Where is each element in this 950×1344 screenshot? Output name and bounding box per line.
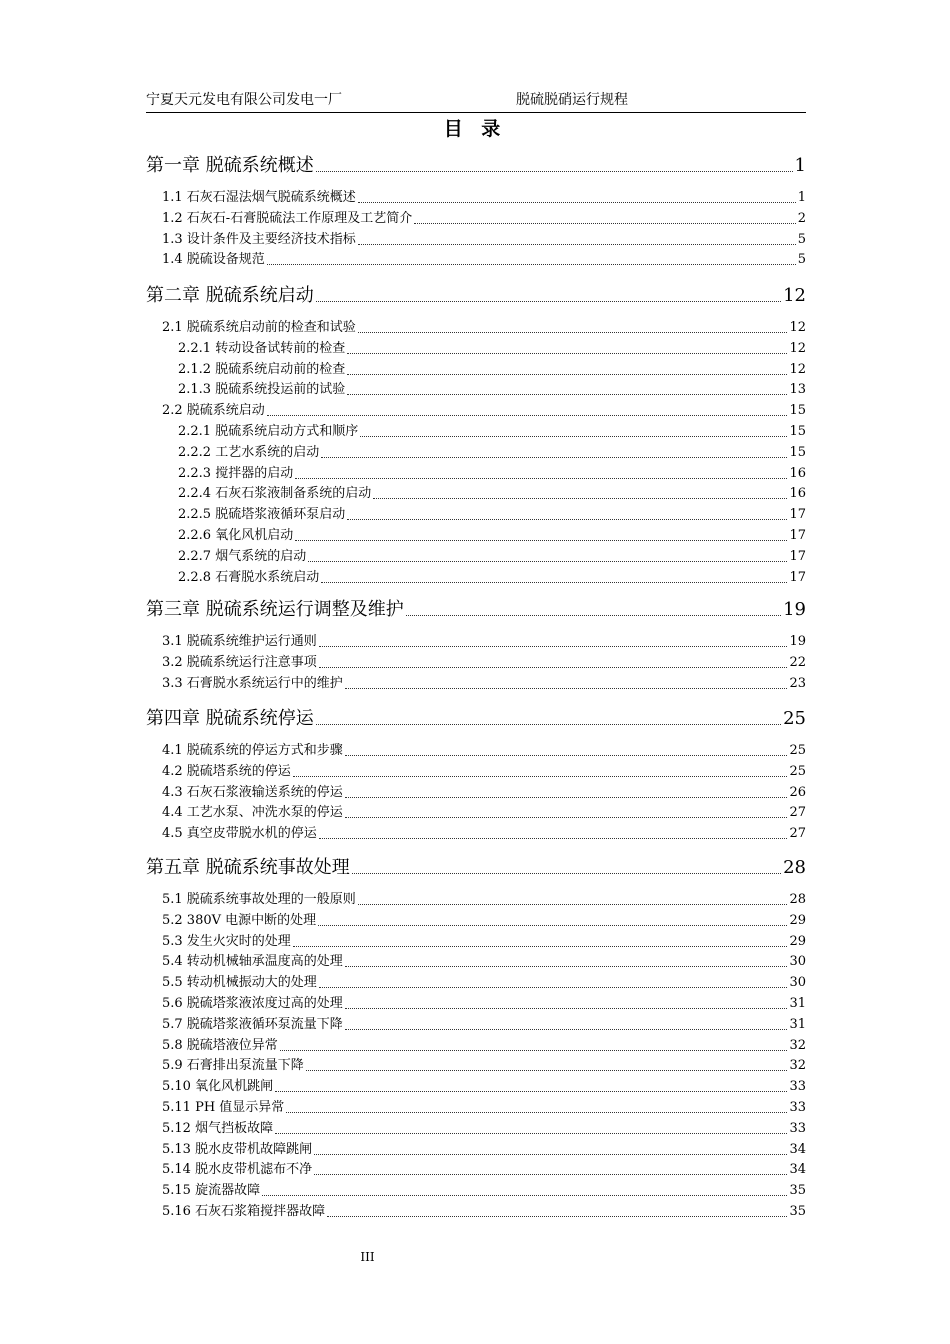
- toc-page-number: 33: [789, 1100, 806, 1115]
- toc-entry-title: 第一章 脱硫系统概述: [146, 155, 314, 176]
- toc-entry-title: 3.2 脱硫系统运行注意事项: [162, 655, 317, 670]
- toc-entry-title: 2.2.8 石膏脱水系统启动: [178, 570, 320, 585]
- toc-entry-title: 5.4 转动机械轴承温度高的处理: [162, 954, 343, 969]
- toc-section-entry[interactable]: [162, 231, 806, 249]
- toc-page-number: 26: [789, 785, 806, 800]
- toc-dot-leader: [316, 301, 781, 302]
- toc-section-entry[interactable]: [162, 1203, 806, 1221]
- toc-entry-title: 第二章 脱硫系统启动: [146, 285, 314, 306]
- toc-entry-title: 3.3 石膏脱水系统运行中的维护: [162, 676, 343, 691]
- toc-section-entry[interactable]: [178, 423, 806, 441]
- toc-section-entry[interactable]: [162, 825, 806, 843]
- toc-section-entry[interactable]: [162, 1037, 806, 1055]
- toc-entry-title: 5.16 石灰石浆箱搅拌器故障: [162, 1204, 326, 1219]
- toc-dot-leader: [295, 540, 787, 541]
- toc-dot-leader: [345, 1008, 788, 1009]
- toc-section-entry[interactable]: [178, 569, 806, 587]
- toc-page-number: 28: [789, 892, 806, 907]
- toc-chapter-entry[interactable]: [146, 284, 806, 308]
- toc-dot-leader: [358, 244, 796, 245]
- toc-dot-leader: [275, 1133, 787, 1134]
- toc-page-number: 2: [797, 211, 806, 226]
- toc-section-entry[interactable]: [178, 340, 806, 358]
- toc-entry-title: 5.14 脱水皮带机滤布不净: [162, 1162, 313, 1177]
- toc-section-entry[interactable]: [178, 444, 806, 462]
- toc-page-number: 17: [789, 549, 806, 564]
- toc-entry-title: 4.2 脱硫塔系统的停运: [162, 764, 291, 779]
- toc-section-entry[interactable]: [178, 381, 806, 399]
- toc-section-entry[interactable]: [162, 319, 806, 337]
- toc-chapter-entry[interactable]: [146, 856, 806, 880]
- toc-entry-title: 5.10 氧化风机跳闸: [162, 1079, 274, 1094]
- toc-section-entry[interactable]: [162, 1057, 806, 1075]
- toc-dot-leader: [319, 667, 788, 668]
- toc-dot-leader: [321, 582, 787, 583]
- toc-dot-leader: [345, 797, 788, 798]
- toc-page-number: 17: [789, 570, 806, 585]
- toc-dot-leader: [345, 817, 788, 818]
- toc-entry-title: 2.1.3 脱硫系统投运前的试验: [178, 382, 346, 397]
- toc-page-number: 12: [789, 320, 806, 335]
- toc-dot-leader: [358, 202, 796, 203]
- toc-page-number: 1: [794, 155, 806, 176]
- toc-section-entry[interactable]: [162, 784, 806, 802]
- toc-entry-title: 3.1 脱硫系统维护运行通则: [162, 634, 317, 649]
- toc-page-number: 28: [783, 857, 806, 878]
- toc-entry-title: 2.2.3 搅拌器的启动: [178, 466, 294, 481]
- toc-page-number: 29: [789, 913, 806, 928]
- toc-page-number: 35: [789, 1183, 806, 1198]
- toc-page-number: 25: [783, 708, 806, 729]
- toc-dot-leader: [345, 755, 788, 756]
- toc-page-number: 15: [789, 403, 806, 418]
- toc-section-entry[interactable]: [162, 933, 806, 951]
- toc-section-entry[interactable]: [162, 1099, 806, 1117]
- toc-dot-leader: [347, 519, 787, 520]
- toc-dot-leader: [314, 1174, 787, 1175]
- toc-entry-title: 5.8 脱硫塔液位异常: [162, 1038, 278, 1053]
- toc-entry-title: 第三章 脱硫系统运行调整及维护: [146, 599, 404, 620]
- toc-page-number: 13: [789, 382, 806, 397]
- toc-page-number: 16: [789, 466, 806, 481]
- toc-section-entry[interactable]: [162, 1016, 806, 1034]
- toc-dot-leader: [293, 776, 788, 777]
- toc-entry-title: 2.2.7 烟气系统的启动: [178, 549, 307, 564]
- toc-entry-title: 5.6 脱硫塔浆液浓度过高的处理: [162, 996, 343, 1011]
- toc-dot-leader: [319, 987, 788, 988]
- toc-entry-title: 2.1.2 脱硫系统启动前的检查: [178, 362, 346, 377]
- toc-page-number: 34: [789, 1162, 806, 1177]
- toc-page-number: 16: [789, 486, 806, 501]
- toc-section-entry[interactable]: [178, 527, 806, 545]
- toc-section-entry[interactable]: [178, 361, 806, 379]
- toc-section-entry[interactable]: [162, 1078, 806, 1096]
- toc-section-entry[interactable]: [178, 506, 806, 524]
- toc-dot-leader: [373, 498, 787, 499]
- toc-dot-leader: [319, 838, 788, 839]
- toc-section-entry[interactable]: [162, 189, 806, 207]
- toc-entry-title: 2.2.2 工艺水系统的启动: [178, 445, 320, 460]
- toc-entry-title: 5.1 脱硫系统事故处理的一般原则: [162, 892, 356, 907]
- toc-dot-leader: [262, 1195, 787, 1196]
- toc-entry-title: 4.3 石灰石浆液输送系统的停运: [162, 785, 343, 800]
- toc-entry-title: 5.12 烟气挡板故障: [162, 1121, 274, 1136]
- toc-page-number: 12: [789, 341, 806, 356]
- toc-entry-title: 5.2 380V 电源中断的处理: [162, 913, 317, 928]
- toc-page-number: 34: [789, 1142, 806, 1157]
- toc-section-entry[interactable]: [162, 974, 806, 992]
- toc-dot-leader: [347, 374, 787, 375]
- toc-page-number: 30: [789, 954, 806, 969]
- toc-section-entry[interactable]: [178, 465, 806, 483]
- toc-dot-leader: [316, 171, 793, 172]
- toc-page-number: 30: [789, 975, 806, 990]
- toc-dot-leader: [406, 615, 781, 616]
- toc-entry-title: 2.2.5 脱硫塔浆液循环泵启动: [178, 507, 346, 522]
- toc-page-number: 12: [789, 362, 806, 377]
- toc-section-entry[interactable]: [162, 1141, 806, 1159]
- toc-section-entry[interactable]: [162, 1120, 806, 1138]
- header-doc-title: 脱硫脱硝运行规程: [516, 92, 628, 108]
- toc-section-entry[interactable]: [162, 1182, 806, 1200]
- toc-page-number: 23: [789, 676, 806, 691]
- toc-dot-leader: [360, 436, 787, 437]
- toc-entry-title: 5.7 脱硫塔浆液循环泵流量下降: [162, 1017, 343, 1032]
- toc-entry-title: 第四章 脱硫系统停运: [146, 708, 314, 729]
- toc-entry-title: 第五章 脱硫系统事故处理: [146, 857, 350, 878]
- toc-entry-title: 4.4 工艺水泵、冲洗水泵的停运: [162, 805, 343, 820]
- toc-page-number: 5: [797, 252, 806, 267]
- toc-chapter-entry[interactable]: [146, 707, 806, 731]
- toc-chapter-entry[interactable]: [146, 598, 806, 622]
- toc-page-number: 27: [789, 826, 806, 841]
- toc-entry-title: 5.3 发生火灾时的处理: [162, 934, 291, 949]
- header-company: 宁夏天元发电有限公司发电一厂: [146, 92, 342, 108]
- toc-entry-title: 5.11 PH 值显示异常: [162, 1100, 285, 1115]
- toc-dot-leader: [295, 478, 787, 479]
- toc-entry-title: 5.5 转动机械振动大的处理: [162, 975, 317, 990]
- toc-entry-title: 1.4 脱硫设备规范: [162, 252, 265, 267]
- toc-page-number: 25: [789, 764, 806, 779]
- toc-entry-title: 5.13 脱水皮带机故障跳闸: [162, 1142, 313, 1157]
- toc-entry-title: 2.2 脱硫系统启动: [162, 403, 265, 418]
- toc-page-number: 15: [789, 424, 806, 439]
- toc-dot-leader: [308, 561, 787, 562]
- toc-section-entry[interactable]: [162, 1161, 806, 1179]
- toc-title: 目 录: [443, 118, 507, 140]
- toc-entry-title: 2.2.6 氧化风机启动: [178, 528, 294, 543]
- toc-section-entry[interactable]: [178, 485, 806, 503]
- toc-dot-leader: [314, 1154, 787, 1155]
- toc-page-number: 27: [789, 805, 806, 820]
- toc-page-number: 33: [789, 1079, 806, 1094]
- toc-section-entry[interactable]: [178, 548, 806, 566]
- toc-entry-title: 1.1 石灰石湿法烟气脱硫系统概述: [162, 190, 356, 205]
- toc-entry-title: 2.2.1 转动设备试转前的检查: [178, 341, 346, 356]
- toc-entry-title: 5.15 旋流器故障: [162, 1183, 261, 1198]
- toc-page-number: 5: [797, 232, 806, 247]
- toc-dot-leader: [358, 332, 788, 333]
- toc-page-number: 25: [789, 743, 806, 758]
- toc-dot-leader: [327, 1216, 787, 1217]
- toc-section-entry[interactable]: [162, 953, 806, 971]
- toc-page-number: 29: [789, 934, 806, 949]
- toc-entry-title: 4.5 真空皮带脱水机的停运: [162, 826, 317, 841]
- toc-dot-leader: [280, 1050, 788, 1051]
- toc-dot-leader: [275, 1091, 787, 1092]
- toc-chapter-entry[interactable]: [146, 154, 806, 178]
- toc-page-number: 35: [789, 1204, 806, 1219]
- toc-dot-leader: [345, 1029, 788, 1030]
- toc-page-number: 17: [789, 528, 806, 543]
- toc-page-number: 22: [789, 655, 806, 670]
- toc-dot-leader: [347, 394, 787, 395]
- toc-page-number: 32: [789, 1058, 806, 1073]
- toc-entry-title: 4.1 脱硫系统的停运方式和步骤: [162, 743, 343, 758]
- toc-entry-title: 1.2 石灰石-石膏脱硫法工作原理及工艺简介: [162, 211, 413, 226]
- toc-dot-leader: [347, 353, 787, 354]
- toc-section-entry[interactable]: [162, 763, 806, 781]
- toc-section-entry[interactable]: [162, 675, 806, 693]
- toc-page-number: 19: [783, 599, 806, 620]
- toc-entry-title: 1.3 设计条件及主要经济技术指标: [162, 232, 356, 247]
- toc-section-entry[interactable]: [162, 402, 806, 420]
- toc-page-number: 31: [789, 996, 806, 1011]
- toc-page-number: 32: [789, 1038, 806, 1053]
- toc-entry-title: 2.1 脱硫系统启动前的检查和试验: [162, 320, 356, 335]
- toc-dot-leader: [267, 264, 796, 265]
- toc-dot-leader: [267, 415, 788, 416]
- toc-section-entry[interactable]: [162, 912, 806, 930]
- toc-dot-leader: [345, 966, 788, 967]
- toc-page-number: 17: [789, 507, 806, 522]
- toc-dot-leader: [318, 925, 787, 926]
- toc-dot-leader: [316, 724, 781, 725]
- toc-page-number: 31: [789, 1017, 806, 1032]
- page-number: III: [360, 1250, 375, 1264]
- toc-page-number: 15: [789, 445, 806, 460]
- toc-section-entry[interactable]: [162, 251, 806, 269]
- toc-dot-leader: [352, 873, 781, 874]
- toc-section-entry[interactable]: [162, 654, 806, 672]
- toc-section-entry[interactable]: [162, 633, 806, 651]
- toc-section-entry[interactable]: [162, 210, 806, 228]
- toc-page-number: 12: [783, 285, 806, 306]
- toc-dot-leader: [414, 223, 796, 224]
- toc-dot-leader: [358, 904, 788, 905]
- toc-dot-leader: [321, 457, 787, 458]
- toc-entry-title: 2.2.1 脱硫系统启动方式和顺序: [178, 424, 359, 439]
- toc-section-entry[interactable]: [162, 995, 806, 1013]
- toc-page-number: 1: [797, 190, 806, 205]
- toc-dot-leader: [306, 1070, 788, 1071]
- toc-section-entry[interactable]: [162, 804, 806, 822]
- toc-entry-title: 5.9 石膏排出泵流量下降: [162, 1058, 304, 1073]
- toc-dot-leader: [345, 688, 788, 689]
- toc-page-number: 19: [789, 634, 806, 649]
- toc-dot-leader: [319, 646, 788, 647]
- toc-entry-title: 2.2.4 石灰石浆液制备系统的启动: [178, 486, 372, 501]
- toc-section-entry[interactable]: [162, 742, 806, 760]
- toc-page-number: 33: [789, 1121, 806, 1136]
- toc-section-entry[interactable]: [162, 891, 806, 909]
- toc-dot-leader: [293, 946, 788, 947]
- toc-dot-leader: [286, 1112, 787, 1113]
